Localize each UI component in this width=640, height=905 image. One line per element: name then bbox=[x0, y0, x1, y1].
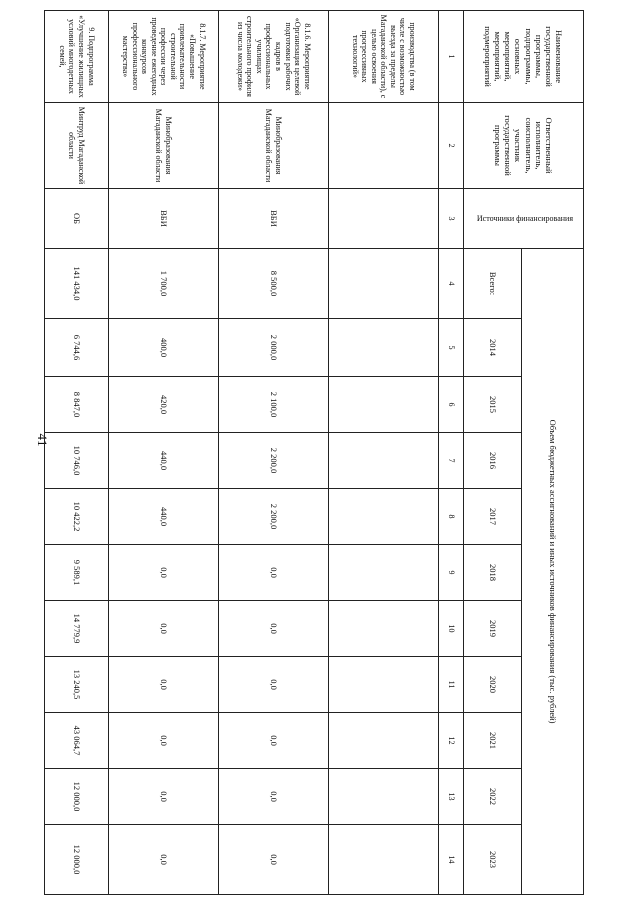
row-year-value: 0,0 bbox=[219, 769, 329, 825]
row-total: 1 700,0 bbox=[109, 249, 219, 319]
row-source: ВБИ bbox=[109, 189, 219, 249]
row-responsible bbox=[329, 103, 439, 189]
row-year-value: 420,0 bbox=[109, 377, 219, 433]
col-header-year: 2020 bbox=[464, 657, 522, 713]
row-year-value: 8 847,0 bbox=[45, 377, 109, 433]
row-year-value: 13 240,5 bbox=[45, 657, 109, 713]
row-name: 9. Подпрограмма «Улучшение жилищных условий многодетных семей, bbox=[45, 11, 109, 103]
row-responsible: Минобразования Магаданской области bbox=[109, 103, 219, 189]
col-header-year: 2018 bbox=[464, 545, 522, 601]
col-header-year: 2015 bbox=[464, 377, 522, 433]
col-header-year: 2023 bbox=[464, 825, 522, 895]
column-index: 3 bbox=[439, 189, 464, 249]
row-year-value bbox=[329, 657, 439, 713]
row-year-value: 440,0 bbox=[109, 489, 219, 545]
row-year-value bbox=[329, 433, 439, 489]
row-year-value: 12 000,0 bbox=[45, 825, 109, 895]
row-year-value bbox=[329, 319, 439, 377]
column-index: 8 bbox=[439, 489, 464, 545]
col-header-source bbox=[464, 189, 584, 249]
column-index: 11 bbox=[439, 657, 464, 713]
col-header-name: Наименование государственной программы, подпрограммы, основных мероприятий, мероприятий, подмероприятий bbox=[464, 11, 584, 103]
row-year-value: 0,0 bbox=[109, 713, 219, 769]
row-year-value: 0,0 bbox=[219, 545, 329, 601]
row-responsible: Минтруд Магаданской области bbox=[45, 103, 109, 189]
column-index: 10 bbox=[439, 601, 464, 657]
col-header-year: 2017 bbox=[464, 489, 522, 545]
row-total bbox=[329, 249, 439, 319]
row-year-value: 0,0 bbox=[109, 657, 219, 713]
column-index-row bbox=[439, 11, 464, 895]
row-name: 8.1.7. Мероприятие «Повышение привлекательности строительной профессии через проведение ежегодных конкурсов профессионального мастерства» bbox=[109, 11, 219, 103]
column-index: 5 bbox=[439, 319, 464, 377]
row-total: 8 500,0 bbox=[219, 249, 329, 319]
col-header-responsible: Ответственный исполнитель, соисполнитель, участник государственной программы bbox=[464, 103, 584, 189]
row-year-value bbox=[329, 489, 439, 545]
col-header-year: 2014 bbox=[464, 319, 522, 377]
row-year-value: 43 064,7 bbox=[45, 713, 109, 769]
col-header-year: 2016 bbox=[464, 433, 522, 489]
row-year-value: 0,0 bbox=[219, 601, 329, 657]
row-year-value: 2 100,0 bbox=[219, 377, 329, 433]
budget-table bbox=[44, 10, 584, 895]
row-year-value: 2 000,0 bbox=[219, 319, 329, 377]
col-header-year: 2022 bbox=[464, 769, 522, 825]
header-row-group bbox=[522, 11, 584, 895]
row-year-value bbox=[329, 545, 439, 601]
row-year-value: 400,0 bbox=[109, 319, 219, 377]
row-year-value: 9 589,1 bbox=[45, 545, 109, 601]
col-header-budget-group: Объем бюджетных ассигнований и иных источников финансирования (тыс. рублей) bbox=[522, 249, 584, 895]
column-index: 13 bbox=[439, 769, 464, 825]
column-index: 9 bbox=[439, 545, 464, 601]
column-index: 12 bbox=[439, 713, 464, 769]
table-row bbox=[45, 11, 109, 895]
col-header-total: Всего: bbox=[464, 249, 522, 319]
row-year-value: 10 422,2 bbox=[45, 489, 109, 545]
row-year-value: 6 744,6 bbox=[45, 319, 109, 377]
table-row bbox=[219, 11, 329, 895]
row-year-value bbox=[329, 713, 439, 769]
col-header-year: 2019 bbox=[464, 601, 522, 657]
row-year-value: 0,0 bbox=[109, 601, 219, 657]
column-index: 7 bbox=[439, 433, 464, 489]
row-name: 8.1.6. Мероприятие «Организация целевой подготовки рабочих кадров в профессиональных училищах строительного профиля из числа молодежи» bbox=[219, 11, 329, 103]
row-year-value bbox=[329, 769, 439, 825]
row-year-value: 12 000,0 bbox=[45, 769, 109, 825]
row-source bbox=[329, 189, 439, 249]
column-index: 1 bbox=[439, 11, 464, 103]
col-header-year: 2021 bbox=[464, 713, 522, 769]
column-index: 2 bbox=[439, 103, 464, 189]
row-year-value: 2 200,0 bbox=[219, 489, 329, 545]
column-index: 4 bbox=[439, 249, 464, 319]
row-year-value: 0,0 bbox=[219, 657, 329, 713]
row-year-value: 0,0 bbox=[219, 825, 329, 895]
row-source: ОБ bbox=[45, 189, 109, 249]
row-year-value bbox=[329, 601, 439, 657]
rotated-table-wrapper bbox=[57, 10, 584, 894]
page-number: 41 bbox=[35, 433, 50, 447]
row-year-value: 2 200,0 bbox=[219, 433, 329, 489]
row-year-value: 440,0 bbox=[109, 433, 219, 489]
row-year-value: 0,0 bbox=[219, 713, 329, 769]
table-row bbox=[329, 11, 439, 895]
row-year-value bbox=[329, 825, 439, 895]
row-year-value: 10 746,0 bbox=[45, 433, 109, 489]
row-year-value: 0,0 bbox=[109, 825, 219, 895]
row-year-value: 0,0 bbox=[109, 545, 219, 601]
row-year-value bbox=[329, 377, 439, 433]
col-header-source-label: Источники финансирования bbox=[476, 213, 573, 223]
row-name: производства (в том числе с возможностью выезда за пределы Магаданской области), с целью освоения прогрессивных технологий» bbox=[329, 11, 439, 103]
row-responsible: Минобразования Магаданской области bbox=[219, 103, 329, 189]
row-source: ВБИ bbox=[219, 189, 329, 249]
column-index: 6 bbox=[439, 377, 464, 433]
column-index: 14 bbox=[439, 825, 464, 895]
row-year-value: 0,0 bbox=[109, 769, 219, 825]
table-row bbox=[109, 11, 219, 895]
row-total: 141 434,0 bbox=[45, 249, 109, 319]
row-year-value: 14 779,9 bbox=[45, 601, 109, 657]
